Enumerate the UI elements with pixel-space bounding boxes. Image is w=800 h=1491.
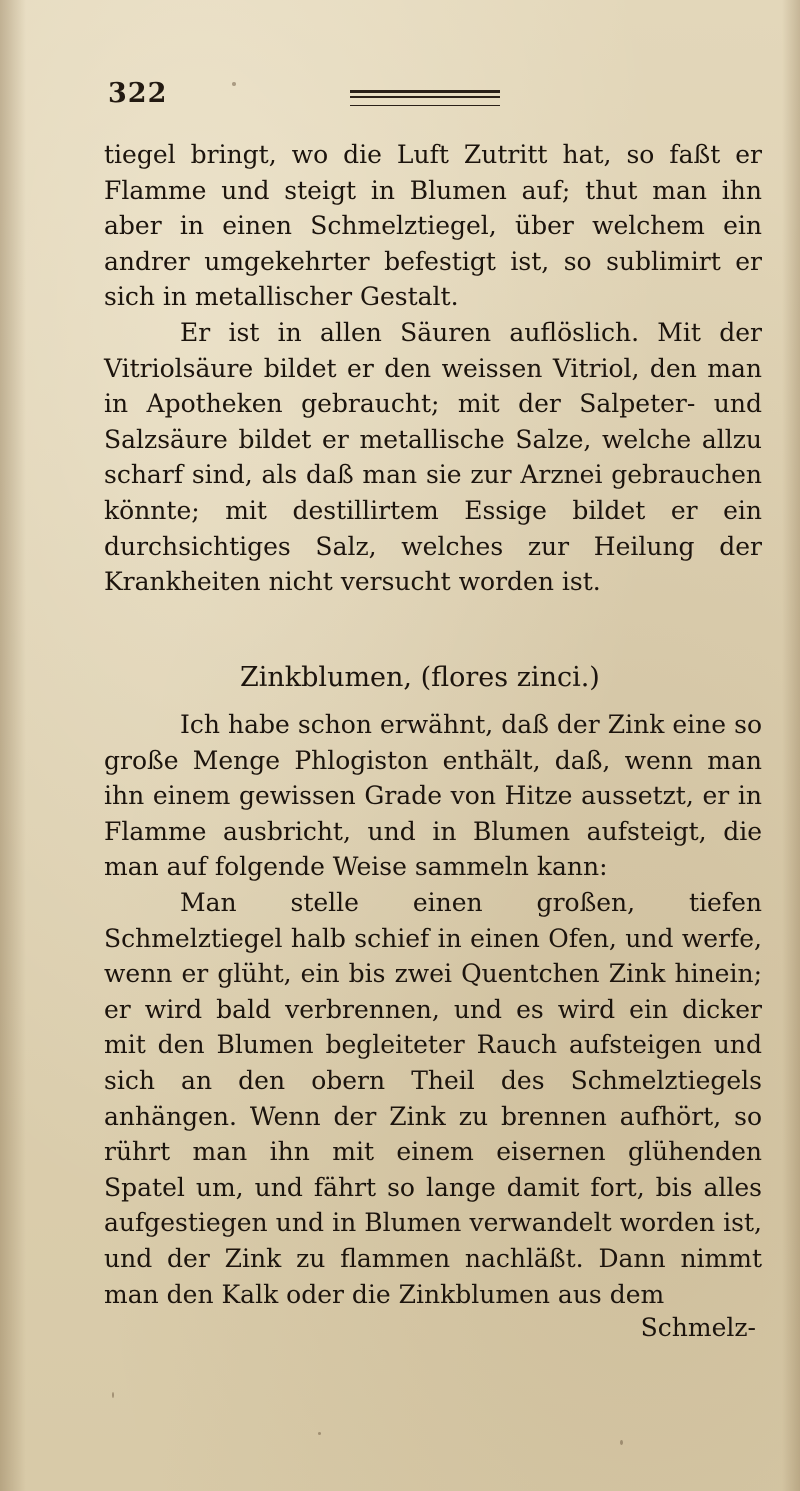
catchword: Schmelz- [640,1313,756,1342]
paragraph-procedure: Man stelle einen großen, tiefen Schmelztiegel halb schief in einen Ofen, und werfe, wenn er glüht, ein bis zwei Quentchen Zink hinein; er wird bald verbrennen, und es wird ein dicker mit den Blumen begleiteter Rauch aufsteigen und sich an den obern Theil des Schmelztiegels anhängen. Wenn der Zink zu brennen aufhört, so rührt man ihn mit einem eisernen glühenden Spatel um, und fährt so lange damit fort, bis alles aufgestiegen und in Blumen verwandelt worden ist, und der Zink zu flammen nachläßt. Dann nimmt man den Kalk oder die Zinkblumen aus dem [104,887,762,1309]
text-block-top [104,137,762,600]
text-block-bottom [104,707,762,1312]
paragraph-solubility: Er ist in allen Säuren auflöslich. Mit der Vitriolsäure bildet er den weissen Vitriol, den man in Apotheken gebraucht; mit der Salpeter- und Salzsäure bildet er metallische Salze, welche allzu scharf sind, als daß man sie zur Arznei gebrauchen könnte; mit destillirtem Essige bildet er ein durchsichtiges Salz, welches zur Heilung der Krankheiten nicht versucht worden ist. [104,317,762,597]
header-rule [350,90,500,106]
page-number: 322 [108,78,168,109]
paper-speck [232,82,236,86]
paragraph-continuation: tiegel bringt, wo die Luft Zutritt hat, so faßt er Flamme und steigt in Blumen auf; thut man ihn aber in einen Schmelztiegel, über welchem ein andrer umgekehrter befestigt ist, so sublimirt er sich in metallischer Gestalt. [104,140,762,312]
paragraph-phlogiston: Ich habe schon erwähnt, daß der Zink eine so große Menge Phlogiston enthält, daß, wenn man ihn einem gewissen Grade von Hitze aussetzt, er in Flamme ausbricht, und in Blumen aufsteigt, die man auf folgende Weise sammeln kann: [104,710,762,882]
paper-speck [620,1440,623,1445]
paper-speck [112,1392,114,1398]
paper-speck [318,1432,321,1435]
section-heading: Zinkblumen, (flores zinci.) [240,662,600,693]
